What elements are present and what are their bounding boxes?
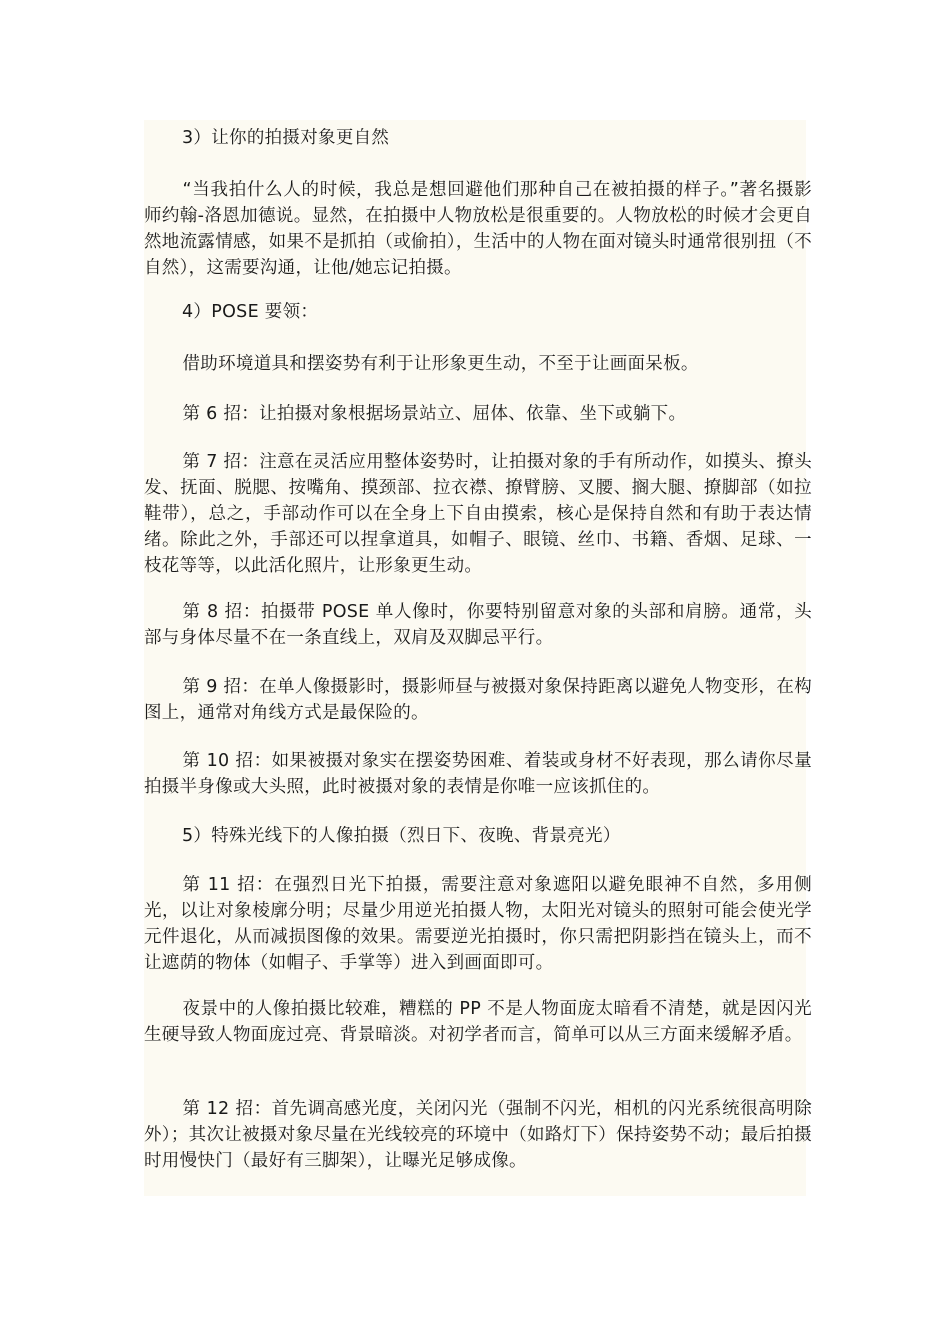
paragraph-tip-7: 第 7 招：注意在灵活应用整体姿势时，让拍摄对象的手有所动作，如摸头、撩头发、抚面、脱腮、按嘴角、摸颈部、拉衣襟、撩臂膀、叉腰、搁大腿、撩脚部（如拉鞋带），总之，手部动作可以在全身上下自由摸索，核心是保持自然和有助于表达情绪。除此之外，手部还可以捏拿道具，如帽子、眼镜、丝巾、书籍、香烟、足球、一枝花等等，以此活化照片，让形象更生动。 — [144, 452, 812, 576]
paragraph-tip-10: 第 10 招：如果被摄对象实在摆姿势困难、着装或身材不好表现，那么请你尽量拍摄半身像或大头照，此时被摄对象的表情是你唯一应该抓住的。 — [144, 751, 812, 797]
paragraph-night-portrait: 夜景中的人像拍摄比较难，糟糕的 PP 不是人物面庞太暗看不清楚，就是因闪光生硬导致人物面庞过亮、背景暗淡。对初学者而言，简单可以从三方面来缓解矛盾。 — [144, 999, 812, 1045]
section-heading-natural: 3）让你的拍摄对象更自然 — [182, 128, 390, 148]
section-heading-lighting: 5）特殊光线下的人像拍摄（烈日下、夜晚、背景亮光） — [182, 826, 621, 846]
paragraph-tip-8: 第 8 招：拍摄带 POSE 单人像时，你要特别留意对象的头部和肩膀。通常，头部与身体尽量不在一条直线上，双肩及双脚忌平行。 — [144, 602, 812, 648]
paragraph-pose-intro: 借助环境道具和摆姿势有利于让形象更生动，不至于让画面呆板。 — [182, 354, 699, 374]
section-heading-pose: 4）POSE 要领： — [182, 302, 319, 322]
paragraph-quote: “当我拍什么人的时候，我总是想回避他们那种自己在被拍摄的样子。”著名摄影师约翰-洛恩加德说。显然，在拍摄中人物放松是很重要的。人物放松的时候才会更自然地流露情感，如果不是抓拍（或偷拍），生活中的人物在面对镜头时通常很别扭（不自然），这需要沟通，让他/她忘记拍摄。 — [144, 180, 812, 278]
paragraph-tip-12: 第 12 招：首先调高感光度，关闭闪光（强制不闪光，相机的闪光系统很高明除外）；其次让被摄对象尽量在光线较亮的环境中（如路灯下）保持姿势不动；最后拍摄时用慢快门（最好有三脚架），让曝光足够成像。 — [144, 1099, 812, 1171]
paragraph-tip-6: 第 6 招：让拍摄对象根据场景站立、屈体、依靠、坐下或躺下。 — [182, 404, 687, 424]
paragraph-tip-11: 第 11 招：在强烈日光下拍摄，需要注意对象遮阳以避免眼神不自然，多用侧光，以让对象棱廓分明；尽量少用逆光拍摄人物，太阳光对镜头的照射可能会使光学元件退化，从而减损图像的效果。需要逆光拍摄时，你只需把阴影挡在镜头上，而不让遮荫的物体（如帽子、手掌等）进入到画面即可。 — [144, 875, 812, 973]
paragraph-tip-9: 第 9 招：在单人像摄影时，摄影师昼与被摄对象保持距离以避免人物变形，在构图上，通常对角线方式是最保险的。 — [144, 677, 812, 723]
